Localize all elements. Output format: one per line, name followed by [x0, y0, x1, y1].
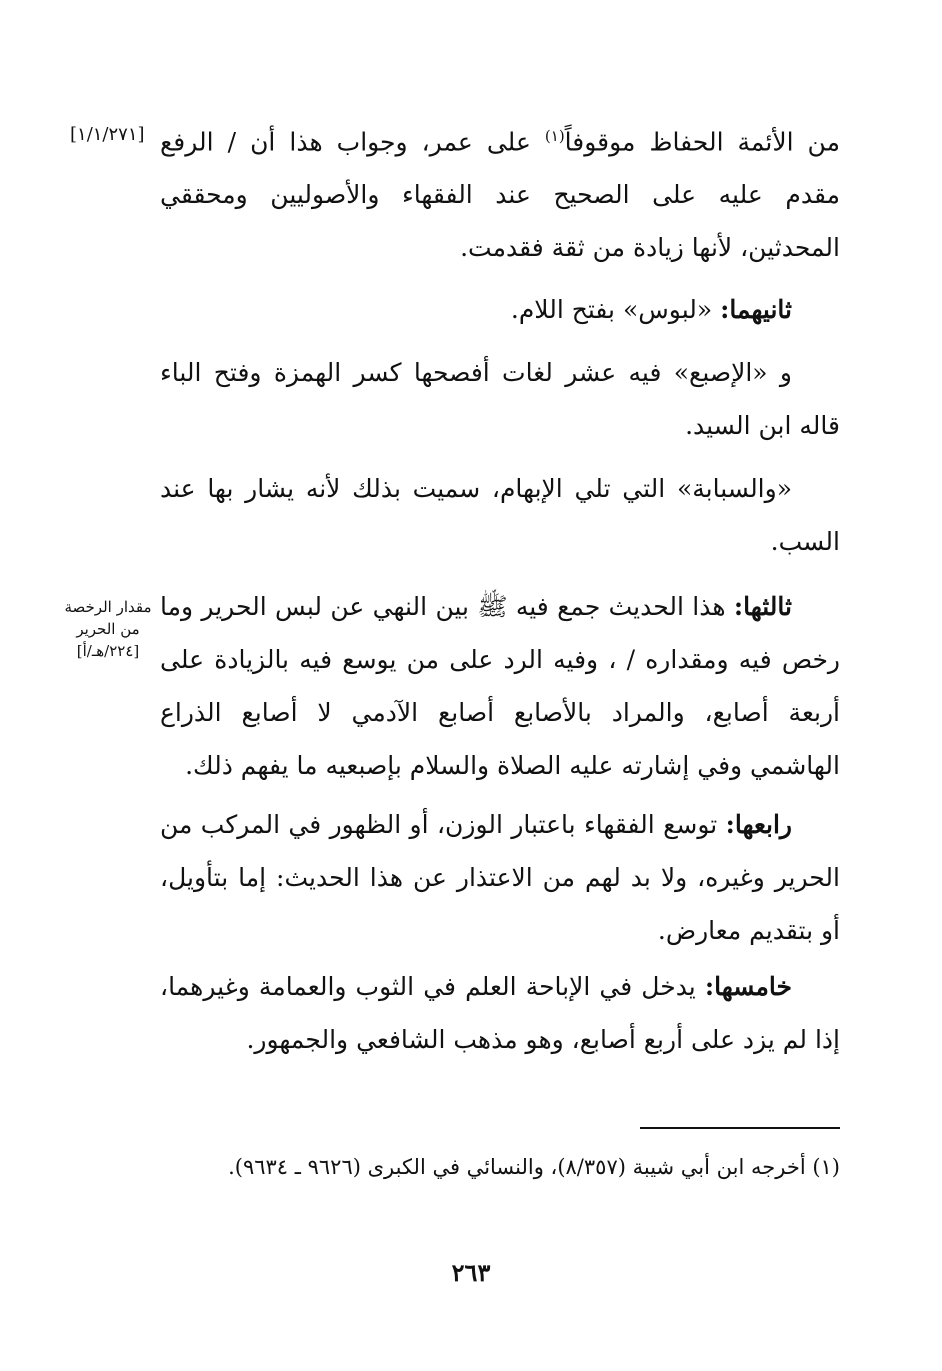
paragraph-3-text: و «الإصبع» فيه عشر لغات أفصحها كسر الهمزة وفتح الباء قاله ابن السيد.: [160, 358, 840, 440]
paragraph-1-text-a: من الأئمة الحفاظ موقوفاً: [564, 127, 840, 157]
page-number: ٢٦٣: [451, 1258, 491, 1287]
margin-note-silk-allowance: [58, 596, 158, 662]
footnote-text: (١) أخرجه ابن أبي شيبة (٨/٣٥٧)، والنسائي في الكبرى (٩٦٢٦ ـ ٩٦٣٤).: [228, 1155, 840, 1179]
paragraph-5-text: هذا الحديث جمع فيه ﷺ بين النهي عن لبس الحرير وما رخص فيه ومقداره / ، وفيه الرد على من يوسع فيه بالزيادة على أربعة أصابع، والمراد بالأصابع أصابع الآدمي لا أصابع الذراع الهاشمي وفي إشارته عليه الصلاة والسلام بإصبعيه ما يفهم ذلك.: [160, 592, 840, 780]
paragraph-2-text: «لبوس» بفتح اللام.: [510, 295, 721, 324]
margin-reference-folio: [١/١/٢٧١]: [70, 124, 145, 145]
footnote-separator: [640, 1127, 840, 1129]
paragraph-6: [160, 798, 840, 957]
paragraph-7-lead: خامسها:: [704, 972, 792, 1001]
paragraph-1: [160, 110, 840, 274]
paragraph-2-lead: ثانيهما:: [720, 295, 792, 324]
margin-note-title-line2: من الحرير: [76, 620, 140, 638]
paragraph-3: [160, 346, 840, 452]
paragraph-5-lead: ثالثها:: [733, 592, 792, 621]
paragraph-4-text: «والسبابة» التي تلي الإبهام، سميت بذلك لأنه يشار بها عند السب.: [160, 474, 840, 556]
paragraph-2: [160, 283, 840, 336]
paragraph-4: [160, 462, 840, 568]
paragraph-7-text: يدخل في الإباحة العلم في الثوب والعمامة وغيرهما، إذا لم يزد على أربع أصابع، وهو مذهب الشافعي والجمهور.: [160, 972, 840, 1054]
footnote: [160, 1148, 840, 1186]
paragraph-7: [160, 960, 840, 1066]
margin-note-code: [٢٢٤/هـ/أ]: [76, 642, 140, 660]
footnote-marker: (١): [544, 127, 565, 145]
paragraph-6-text: توسع الفقهاء باعتبار الوزن، أو الظهور في المركب من الحرير وغيره، ولا بد لهم من الاعتذار عن هذا الحديث: إما بتأويل، أو بتقديم معارض.: [160, 810, 840, 945]
paragraph-5: [160, 580, 840, 792]
paragraph-6-lead: رابعها:: [725, 810, 792, 839]
margin-note-title-line1: مقدار الرخصة: [64, 598, 152, 616]
paragraph-1-text-b: على عمر، وجواب هذا أن / الرفع مقدم عليه على الصحيح عند الفقهاء والأصوليين ومحققي المحدثين، لأنها زيادة من ثقة فقدمت.: [160, 127, 840, 263]
